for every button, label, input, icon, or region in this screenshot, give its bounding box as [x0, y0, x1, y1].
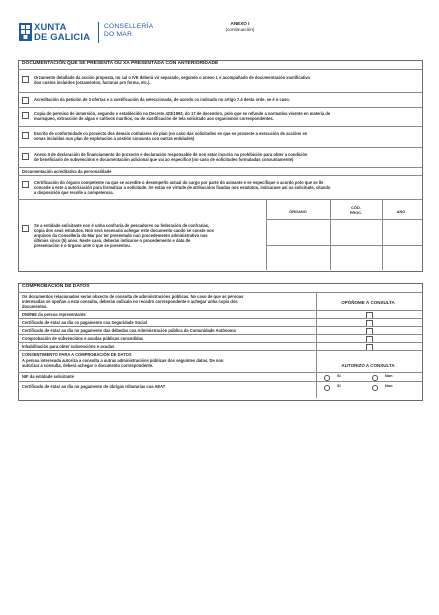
data-check-title: COMPROBACIÓN DE DATOS: [22, 284, 90, 289]
divider: [18, 175, 422, 176]
annex-title: ANEXO I (continuación): [225, 21, 255, 32]
divider: [18, 199, 422, 200]
divider: [18, 326, 422, 327]
checkbox-offers[interactable]: [22, 97, 29, 104]
ano-input[interactable]: [383, 220, 421, 244]
consent-text: A persoa interesada autoriza a consulta a outras administracións públicas dos seguintes datos. De non autorizar a consulta, deberá achegar o documento correspondente.: [22, 358, 224, 368]
checkbox-budget[interactable]: [22, 76, 29, 83]
xunta-logo-icon: [19, 23, 32, 41]
data-check-intro: Os documentos relacionados serán obxecto de consulta de administracións públicas. No caso de que as persoas interesadas se opoñan a esta consulta, deberán indicalo no recadro correspondente e achegar unha copia dos documentos.: [22, 294, 244, 309]
check-row-social-security: Certificado de estar ao día co pagamento coa Seguridade Social: [22, 320, 147, 325]
check-row-subsidies: Comprobación de subvencións e axudas públicas concedidas: [22, 336, 144, 341]
logo-divider: [98, 22, 99, 43]
checkbox-certification[interactable]: [22, 181, 29, 188]
auth-row-aeat: Certificado de estar ao día no pagamento de obrigas tributarias coa AEAT: [22, 384, 166, 389]
yes-label: Si: [337, 383, 341, 388]
divider: [18, 372, 422, 373]
radio-nif-no[interactable]: [372, 375, 378, 381]
yes-label: Si: [337, 373, 341, 378]
no-label: Non: [385, 383, 393, 388]
logo-subtitle: CONSELLERÍA DO MAR: [104, 23, 154, 38]
personality-title: Documentación acreditativa da personalidade: [22, 169, 112, 174]
column-ano: ANO: [396, 209, 406, 214]
divider: [18, 69, 422, 70]
doc-item-budget: Orzamento detallado da acción proposta, no cal o IVE deberá vir separado, segundo o anexo I, e acompañado de documentación xustificativa dos custos incluídos (orzamentos, facturas pro forma, etc.).: [34, 75, 310, 85]
divider: [18, 310, 422, 311]
checkbox-conformity[interactable]: [22, 132, 29, 139]
divider: [18, 381, 422, 382]
radio-aeat-no[interactable]: [372, 385, 378, 391]
checkbox-annex-ii[interactable]: [22, 153, 29, 160]
consent-title: CONSENTIMENTO PARA A COMPROBACIÓN DE DATOS: [22, 352, 132, 357]
auth-row-nif: NIF da entidade solicitante: [22, 374, 74, 379]
doc-item-statutes: Se a entidade solicitante non é unha confraría de pescadores ou federación de confrarías, copia dos seus estatutos. Non será necesario achegar este documento cando se conste nos arquivos da Consellería do Mar por ter presentado nun procedemento administrativo nos últimos cinco (5) anos. Neste caso, deberán indicarse o procedemento e data de presentación e o órgano ante o que se presentou.: [34, 223, 214, 248]
checkbox-statutes[interactable]: [22, 225, 29, 232]
doc-item-conformity: Escrito de conformidade co proxecto dos demais cotitulares do plan (no caso das solicitudes en que se proxecte a execución de accións en zonas incluídas nun plan de explotación a xestión conxunta con outras entidades): [34, 131, 308, 141]
check-row-disqualification: Inhabilitación para obter subvencións e axudas: [22, 344, 115, 349]
column-cod-proc: CÓD. PROC.: [349, 205, 363, 215]
divider: [18, 126, 422, 127]
organo-input[interactable]: [267, 220, 329, 244]
column-organo: ÓRGANO: [289, 209, 307, 214]
check-row-dni: DNI/NIE da persoa representante: [22, 312, 86, 317]
divider: [18, 350, 422, 351]
doc-item-annex-ii: Anexo II de declaración de financiamento do proxecto e declaración responsable de non estar incurso na prohibición para obter a condición de beneficiario de subvencións e documentación adicional que vai ao específico (no caso de solicitudes formuladas conxuntamente): [34, 152, 308, 162]
cod-proc-input[interactable]: [331, 220, 381, 244]
divider: [18, 167, 422, 168]
divider: [18, 342, 422, 343]
divider: [18, 107, 422, 108]
doc-item-offers: Acreditación da petición de 3 ofertas e a xustificación da seleccionada, de acordo co indicado no artigo 7.4 desta orde, se é o caso.: [34, 97, 290, 102]
doc-item-certification: Certificación do órgano competente na que se acredite o desempeño actual do cargo por parte do asinante e se especifique o acordo polo que se lle concede a este a autorización para formalizar a solicitude. Se están en virtude de atribucións fixadas nos estatutos, indicarase así na solicitude, citando a disposición que recolle a competencia.: [34, 180, 331, 195]
divider: [18, 318, 422, 319]
divider: [18, 334, 422, 335]
radio-nif-yes[interactable]: [324, 375, 330, 381]
authorize-header: AUTORIZO A CONSULTA: [341, 363, 395, 368]
opposition-header: OPÓÑOME Á CONSULTA: [341, 300, 395, 305]
divider: [18, 292, 422, 293]
doc-item-dive-permit: Copia do permiso de inmersión, segundo o establecido no Decreto 423/1993, do 17 de decembro, polo que se refunde a normativa vixente en materia de marisqueo, extracción de algas e cultivos mariños, ou de xustificación de tela solicitado aos organismos correspondentes.: [34, 111, 331, 121]
radio-aeat-yes[interactable]: [324, 385, 330, 391]
divider: [18, 92, 422, 93]
no-label: Non: [385, 373, 393, 378]
documentation-title: DOCUMENTACIÓN QUE SE PRESENTA OU XA PRESENTADA CON ANTERIORIDADE: [22, 61, 219, 66]
divider: [18, 147, 422, 148]
divider: [266, 245, 422, 246]
check-row-regional-debts: Certificado de estar ao día no pagamento das débedas coa Administración pública da Comunidade Autónoma: [22, 328, 236, 333]
logo-text: XUNTA DE GALICIA: [34, 21, 91, 42]
checkbox-dive-permit[interactable]: [22, 112, 29, 119]
table-divider: [316, 292, 317, 398]
